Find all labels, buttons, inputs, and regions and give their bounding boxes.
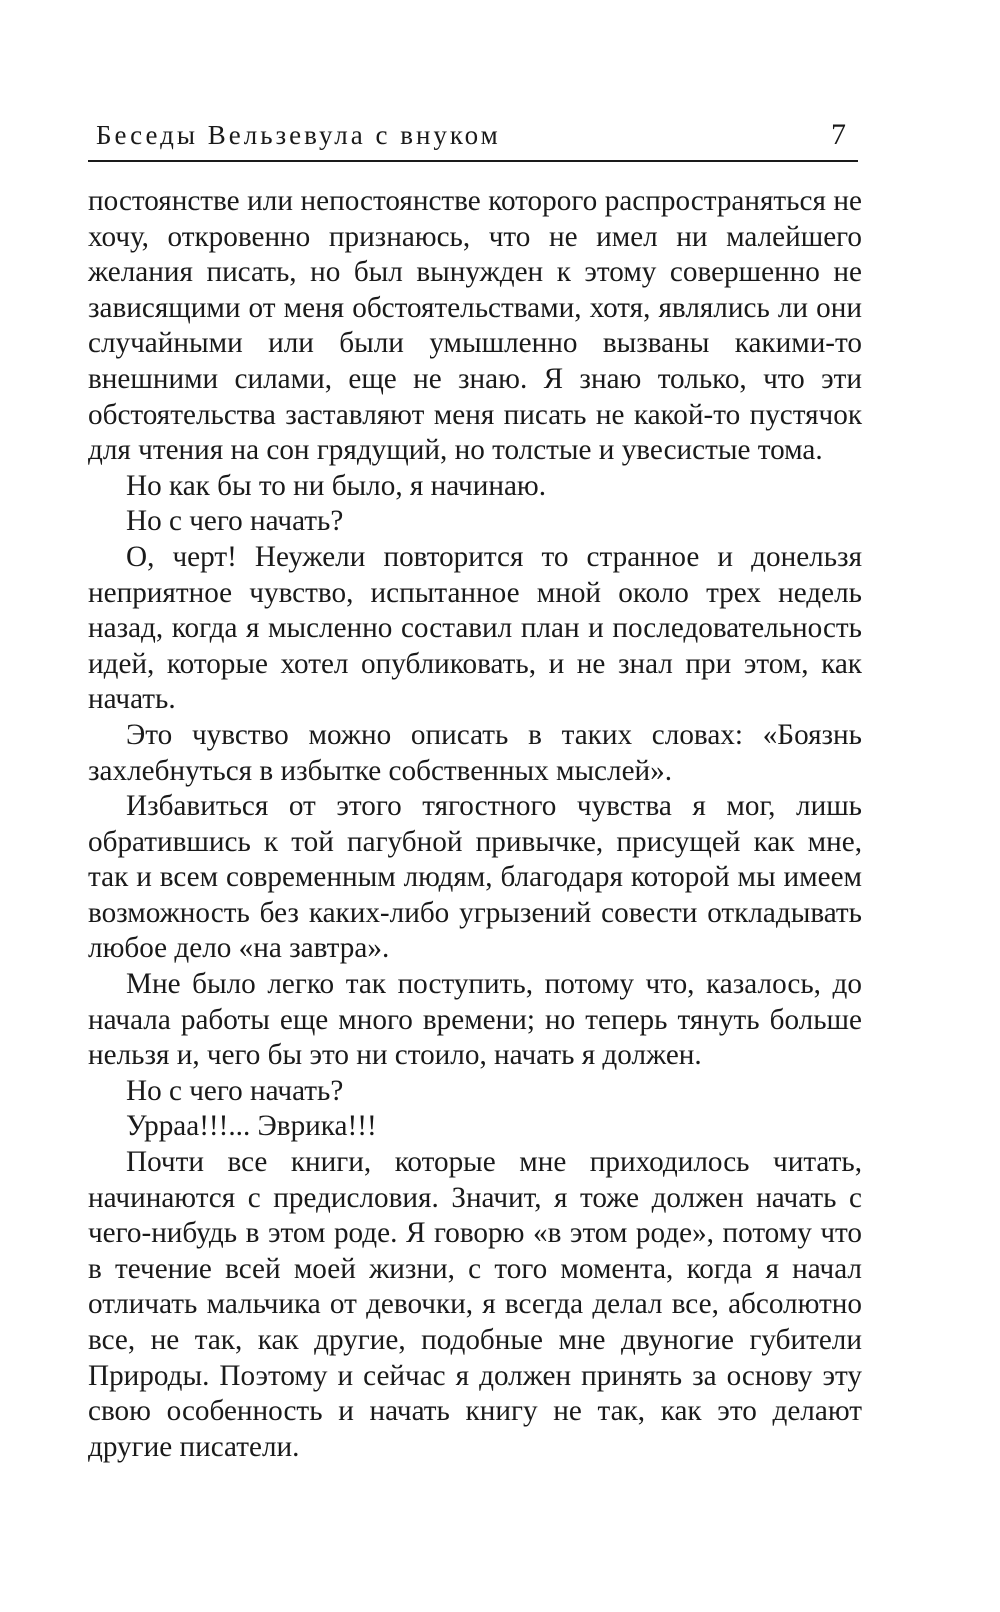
paragraph: Мне было легко так поступить, потому что, казалось, до начала работы еще много времени; но теперь тянуть больше нельзя и, чего бы это ни стоило, начать я должен. [88, 968, 862, 1072]
body-text [88, 184, 862, 1465]
page-header [88, 116, 858, 162]
running-title: Беседы Вельзевула с внуком [96, 120, 501, 150]
paragraph: Но как бы то ни было, я начинаю. [126, 469, 547, 502]
paragraph: постоянстве или непостоянстве которого распространяться не хочу, откровенно признаюсь, что не имел ни малейшего желания писать, но был вынужден к этому совершенно не зависящими от меня обстоятельствами, хотя, являлись ли они случайными или были умышленно вызваны какими-то внешними силами, еще не знаю. Я знаю только, что эти обстоятельства заставляют меня писать не какой-то пустячок для чтения на сон грядущий, но толстые и увесистые тома. [88, 185, 862, 467]
paragraph: Почти все книги, которые мне приходилось читать, начинаются с предисловия. Значит, я тоже должен начать с чего-нибудь в этом роде. Я говорю «в этом роде», потому что в течение всей моей жизни, с того момента, когда я начал отличать мальчика от девочки, я всегда делал все, абсолютно все, не так, как другие, подобные мне двуногие губители Природы. Поэтому и сейчас я должен принять за основу эту свою особенность и начать книгу не так, как это делают другие писатели. [88, 1146, 862, 1463]
page-number: 7 [831, 118, 846, 151]
paragraph: Это чувство можно описать в таких словах: «Боязнь захлебнуться в избытке собственных мыслей». [88, 718, 862, 787]
paragraph: О, черт! Неужели повторится то странное и донельзя неприятное чувство, испытанное мной около трех недель назад, когда я мысленно составил план и последовательность идей, которые хотел опубликовать, и не знал при этом, как начать. [88, 540, 862, 716]
paragraph: Но с чего начать? [126, 505, 344, 538]
paragraph: Избавиться от этого тягостного чувства я мог, лишь обратившись к той пагубной привычке, присущей как мне, так и всем современным людям, благодаря которой мы имеем возможность без каких-либо угрызений совести откладывать любое дело «на завтра». [88, 790, 862, 965]
paragraph: Но с чего начать? [126, 1074, 344, 1107]
header-rule [88, 160, 858, 162]
paragraph: Урраа!!!... Эврика!!! [126, 1110, 377, 1143]
